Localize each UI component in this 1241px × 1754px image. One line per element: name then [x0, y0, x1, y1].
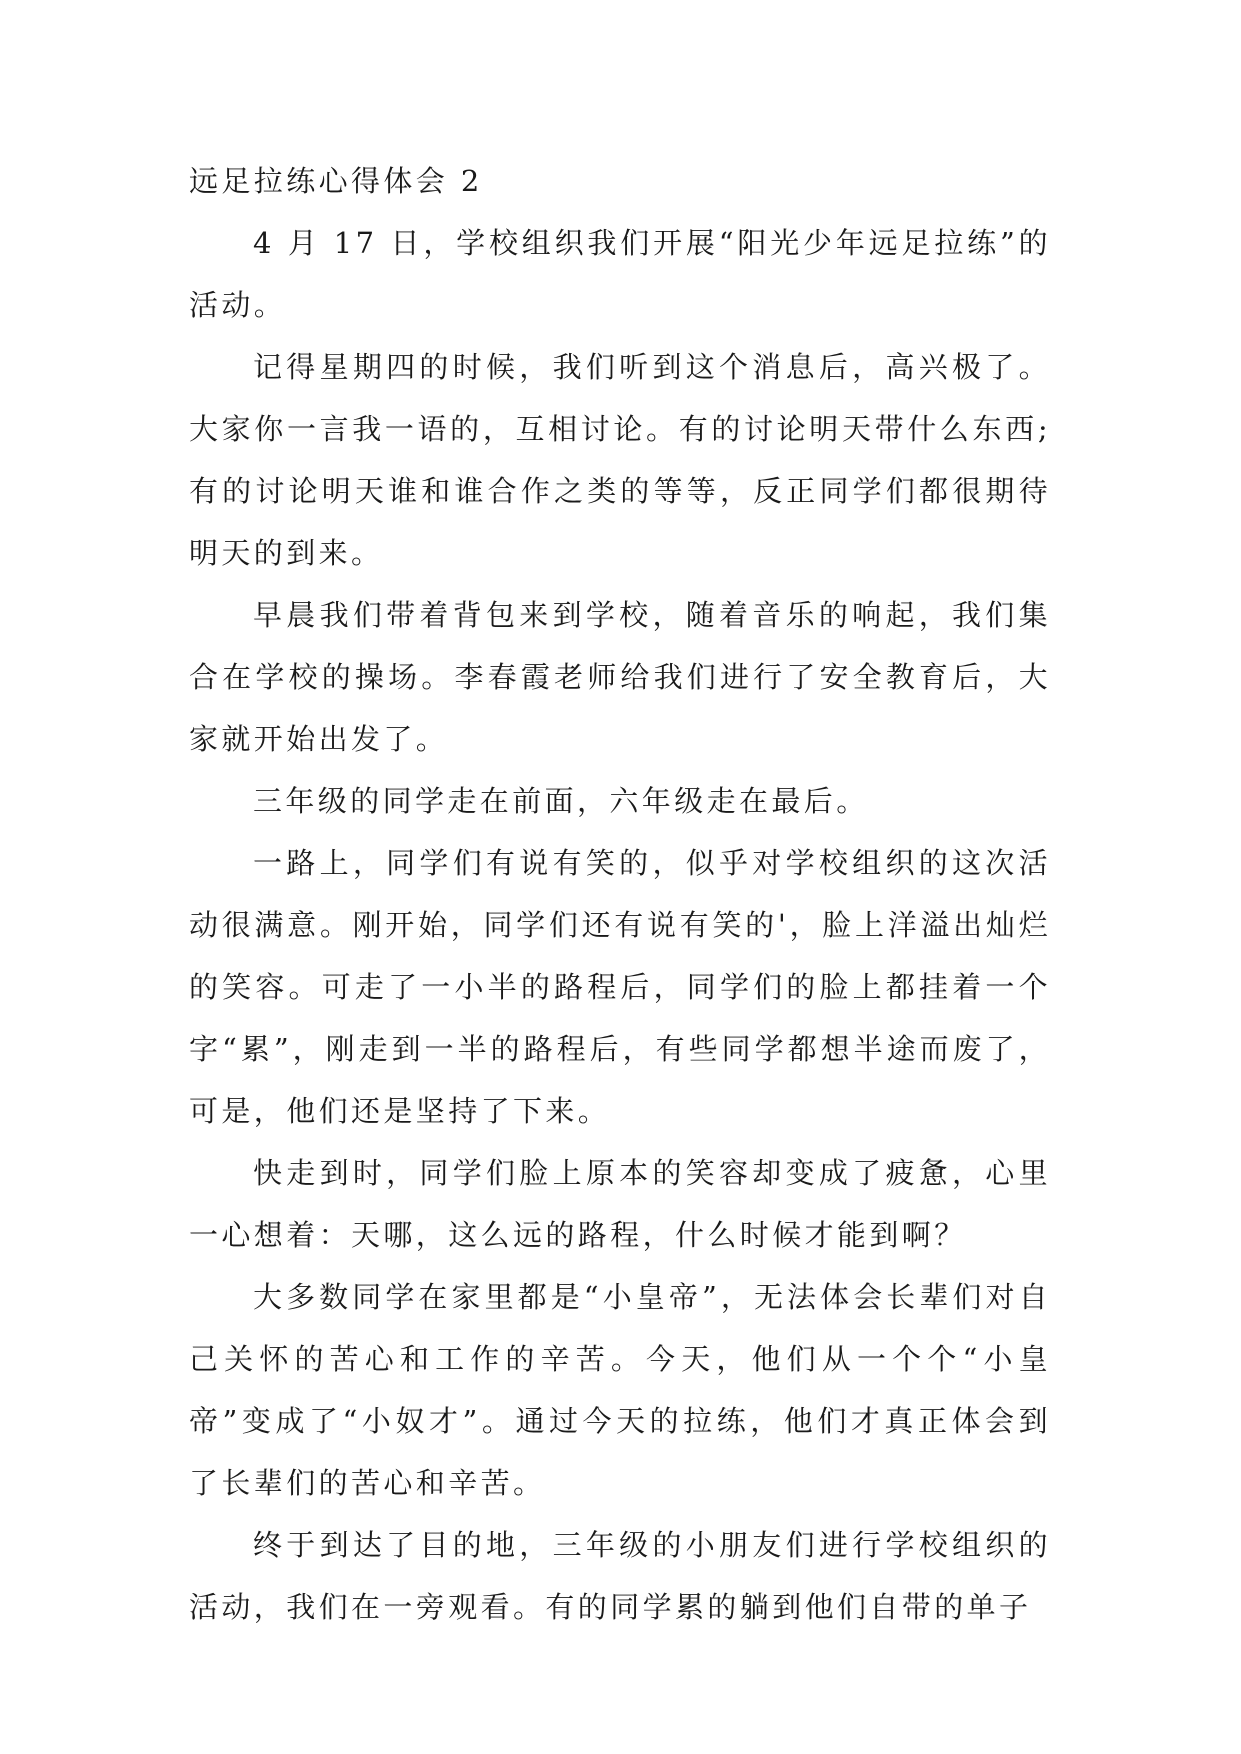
paragraph-3: 早晨我们带着背包来到学校，随着音乐的响起，我们集合在学校的操场。李春霞老师给我们进行了安全教育后，大家就开始出发了。: [189, 598, 1051, 756]
paragraph-5: 一路上，同学们有说有笑的，似乎对学校组织的这次活动很满意。刚开始，同学们还有说有笑的'，脸上洋溢出灿烂的笑容。可走了一小半的路程后，同学们的脸上都挂着一个字“累”，刚走到一半的路程后，有些同学都想半途而废了，可是，他们还是坚持了下来。: [189, 846, 1051, 1128]
paragraph-7: 大多数同学在家里都是“小皇帝”，无法体会长辈们对自己关怀的苦心和工作的辛苦。今天，他们从一个个“小皇帝”变成了“小奴才”。通过今天的拉练，他们才真正体会到了长辈们的苦心和辛苦。: [189, 1280, 1051, 1500]
paragraph-8: 终于到达了目的地，三年级的小朋友们进行学校组织的活动，我们在一旁观看。有的同学累的躺到他们自带的单子: [189, 1528, 1051, 1624]
paragraph-2: 记得星期四的时候，我们听到这个消息后，高兴极了。大家你一言我一语的，互相讨论。有的讨论明天带什么东西;有的讨论明天谁和谁合作之类的等等，反正同学们都很期待明天的到来。: [189, 350, 1051, 570]
paragraph-6: 快走到时，同学们脸上原本的笑容却变成了疲惫，心里一心想着：天哪，这么远的路程，什么时候才能到啊？: [189, 1156, 1051, 1252]
paragraph-1: 4 月 17 日，学校组织我们开展“阳光少年远足拉练”的活动。: [189, 226, 1051, 322]
document-title: 远足拉练心得体会 2: [189, 164, 483, 198]
paragraph-4: 三年级的同学走在前面，六年级走在最后。: [253, 784, 869, 818]
document-body: [189, 150, 1051, 1638]
